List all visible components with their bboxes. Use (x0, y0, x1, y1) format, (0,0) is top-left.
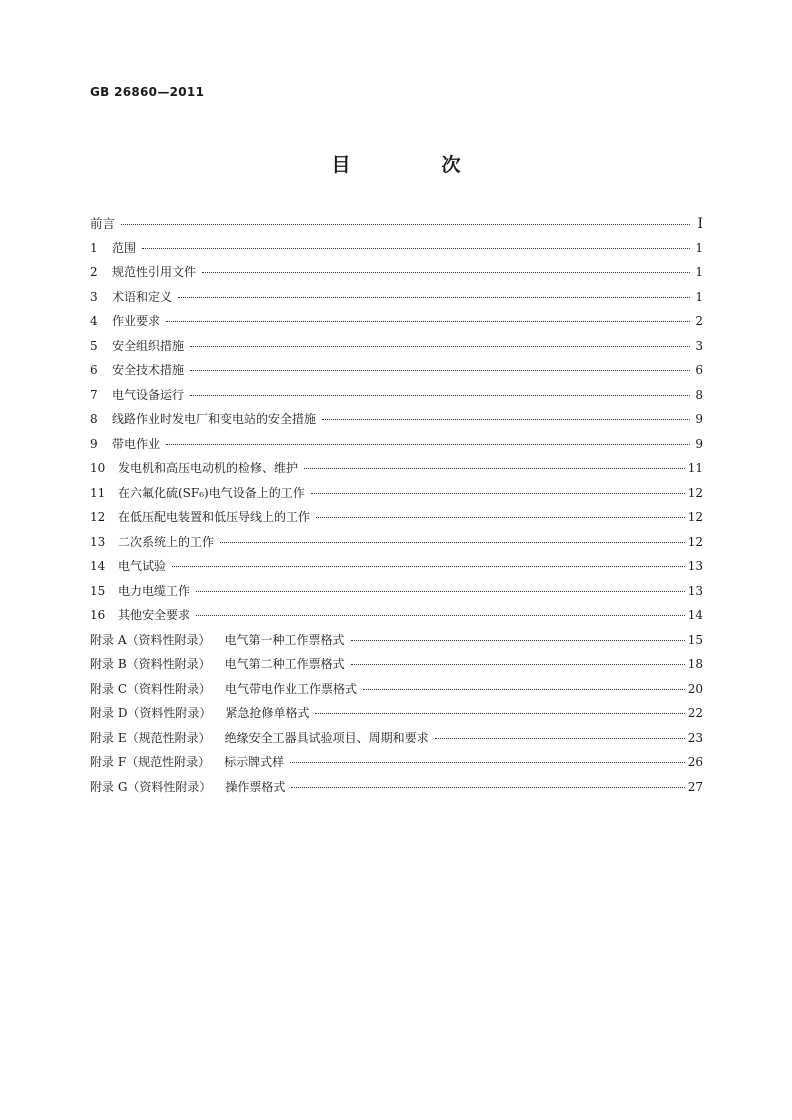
toc-entry-title: 电力电缆工作 (118, 583, 191, 598)
dot-leader (196, 590, 685, 592)
toc-entry-title: 电气第一种工作票格式 (224, 632, 345, 647)
toc-entry-page: 1 (695, 265, 703, 279)
toc-entry[interactable] (90, 386, 703, 411)
toc-entry-title: 电气试验 (118, 559, 167, 573)
standard-code: GB 26860—2011 (90, 85, 205, 99)
toc-entry-page: 11 (687, 461, 703, 475)
dot-leader (202, 271, 690, 273)
toc-entry-number: 2 (90, 265, 98, 279)
dot-leader (142, 247, 690, 249)
toc-entry-number: 1 (90, 240, 98, 255)
toc-entry-number: 4 (90, 314, 98, 328)
toc-entry-page: 26 (687, 755, 703, 769)
toc-entry-page: 9 (695, 436, 703, 451)
toc-entry-title: 带电作业 (112, 436, 161, 451)
toc-entry-title: 其他安全要求 (118, 608, 191, 622)
toc-entry-title: 电气带电作业工作票格式 (225, 681, 358, 696)
toc-entry-number: 附录 B（资料性附录） (90, 657, 211, 671)
toc-entry[interactable] (90, 435, 703, 460)
toc-entry-page: 13 (687, 583, 703, 598)
toc-entry-title: 绝缘安全工器具试验项目、周期和要求 (224, 730, 429, 745)
toc-entry-number: 附录 A（资料性附录） (90, 632, 211, 647)
toc-entry-page: 13 (687, 559, 703, 573)
toc-entry[interactable] (90, 312, 703, 337)
toc-entry-page: 20 (687, 681, 703, 696)
dot-leader (290, 761, 685, 763)
dot-leader (190, 369, 690, 371)
toc-entry-page: 1 (695, 240, 703, 255)
toc-entry-number: 14 (90, 559, 106, 573)
toc-entry-page: 15 (687, 632, 703, 647)
toc-entry[interactable] (90, 288, 703, 313)
toc-entry[interactable] (90, 606, 703, 631)
toc-entry-number: 3 (90, 289, 98, 304)
toc-entry-title: 在六氟化硫(SF₆)电气设备上的工作 (118, 485, 305, 500)
toc-entry-title: 二次系统上的工作 (118, 534, 215, 549)
dot-leader (435, 737, 685, 739)
toc-entry-page: 12 (687, 485, 703, 500)
toc-entry[interactable] (90, 263, 703, 288)
toc-entry[interactable] (90, 337, 703, 362)
dot-leader (291, 786, 684, 788)
toc-entry-title: 操作票格式 (225, 779, 286, 794)
dot-leader (196, 614, 685, 616)
dot-leader (166, 320, 690, 322)
toc-entry-page: 23 (687, 730, 703, 745)
dot-leader (304, 467, 685, 469)
dot-leader (311, 492, 685, 494)
toc-entry-number: 13 (90, 534, 106, 549)
toc-entry-number: 附录 F（规范性附录） (90, 755, 211, 769)
toc-entry-page: Ⅰ (697, 216, 703, 232)
toc-entry[interactable] (90, 753, 703, 778)
dot-leader (121, 223, 690, 225)
toc-entry-title: 发电机和高压电动机的检修、维护 (118, 461, 299, 475)
toc-entry-title: 线路作业时发电厂和变电站的安全措施 (112, 412, 317, 426)
toc-entry-title: 术语和定义 (112, 289, 173, 304)
toc-entry[interactable] (90, 704, 703, 729)
toc-entry-title: 规范性引用文件 (112, 265, 197, 279)
dot-leader (363, 688, 685, 690)
dot-leader (315, 712, 684, 714)
toc-entry-title: 作业要求 (112, 314, 161, 328)
dot-leader (178, 296, 690, 298)
table-of-contents (90, 214, 703, 802)
toc-entry-page: 8 (695, 387, 703, 402)
toc-entry-page: 2 (695, 314, 703, 328)
toc-entry-number: 16 (90, 608, 106, 622)
dot-leader (190, 394, 690, 396)
toc-entry-title: 紧急抢修单格式 (225, 706, 310, 720)
dot-leader (351, 639, 685, 641)
toc-entry-number: 5 (90, 338, 98, 353)
toc-entry-number: 11 (90, 485, 106, 500)
toc-entry[interactable] (90, 410, 703, 435)
toc-entry-page: 12 (687, 534, 703, 549)
toc-entry-number: 15 (90, 583, 106, 598)
toc-entry-number: 附录 E（规范性附录） (90, 730, 211, 745)
toc-entry[interactable] (90, 239, 703, 264)
toc-entry-page: 18 (687, 657, 703, 671)
dot-leader (166, 443, 690, 445)
dot-leader (190, 345, 690, 347)
toc-entry[interactable] (90, 533, 703, 558)
toc-entry[interactable] (90, 631, 703, 656)
toc-entry-page: 1 (695, 289, 703, 304)
toc-entry-title: 电气第二种工作票格式 (224, 657, 345, 671)
toc-entry-page: 12 (687, 510, 703, 524)
toc-entry[interactable] (90, 508, 703, 533)
toc-entry-page: 3 (695, 338, 703, 353)
toc-entry[interactable] (90, 361, 703, 386)
toc-entry-page: 22 (687, 706, 703, 720)
toc-entry-title: 安全技术措施 (112, 363, 185, 377)
toc-entry-page: 27 (687, 779, 703, 794)
dot-leader (172, 565, 685, 567)
toc-entry-number: 6 (90, 363, 98, 377)
dot-leader (351, 663, 685, 665)
toc-entry[interactable] (90, 214, 703, 239)
toc-entry[interactable] (90, 655, 703, 680)
toc-entry[interactable] (90, 680, 703, 705)
toc-entry-number: 12 (90, 510, 106, 524)
toc-entry[interactable] (90, 557, 703, 582)
toc-entry-title: 范围 (112, 240, 137, 255)
toc-entry-number: 8 (90, 412, 98, 426)
toc-entry-number: 9 (90, 436, 98, 451)
toc-entry-page: 14 (687, 608, 703, 622)
toc-entry-number: 附录 C（资料性附录） (90, 681, 211, 696)
toc-entry-title: 安全组织措施 (112, 338, 185, 353)
toc-entry[interactable] (90, 778, 703, 803)
page-title: 目 次 (331, 154, 497, 176)
toc-entry[interactable] (90, 582, 703, 607)
toc-entry-number: 7 (90, 387, 98, 402)
toc-entry[interactable] (90, 729, 703, 754)
toc-entry-title: 前言 (90, 216, 116, 231)
toc-entry-number: 10 (90, 461, 106, 475)
dot-leader (220, 541, 685, 543)
dot-leader (322, 418, 690, 420)
toc-entry[interactable] (90, 484, 703, 509)
toc-entry[interactable] (90, 459, 703, 484)
toc-entry-number: 附录 G（资料性附录） (90, 779, 212, 794)
toc-entry-title: 标示牌式样 (224, 755, 285, 769)
toc-entry-title: 在低压配电装置和低压导线上的工作 (118, 510, 311, 524)
toc-entry-number: 附录 D（资料性附录） (90, 706, 212, 720)
dot-leader (316, 516, 685, 518)
toc-entry-page: 9 (695, 412, 703, 426)
toc-entry-page: 6 (695, 363, 703, 377)
toc-entry-title: 电气设备运行 (112, 387, 185, 402)
